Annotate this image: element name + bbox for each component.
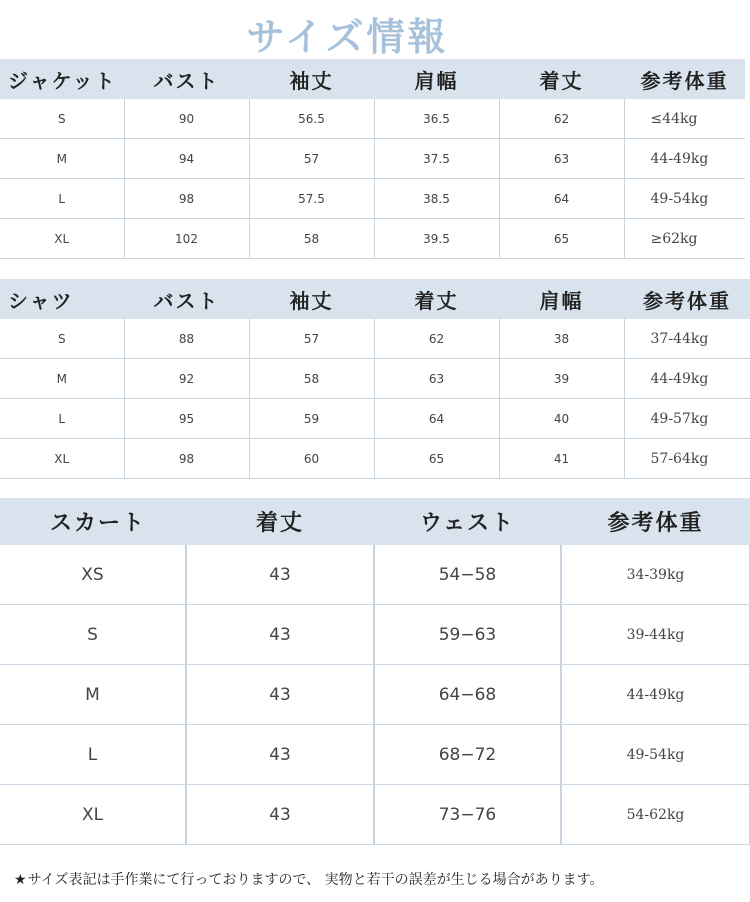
table-cell: 58 [249, 359, 374, 399]
column-header: 着丈 [499, 59, 624, 99]
table-cell: M [0, 665, 186, 725]
table-cell: 44-49kg [624, 359, 750, 399]
table-cell: 63 [374, 359, 499, 399]
skirt-size-table [0, 498, 750, 845]
star-icon: ★ [14, 872, 27, 888]
table-cell: 59−63 [374, 605, 561, 665]
table-cell: 36.5 [374, 99, 499, 139]
column-header: バスト [124, 59, 249, 99]
column-header: 参考体重 [624, 59, 745, 99]
table-cell: M [0, 359, 124, 399]
table-cell: 98 [124, 179, 249, 219]
table-cell: 43 [186, 725, 374, 785]
page-title: サイズ情報 [246, 15, 449, 59]
table-cell: 44-49kg [624, 139, 745, 179]
table-cell: 49-54kg [561, 725, 750, 785]
table-cell: 64−68 [374, 665, 561, 725]
shirt-size-table [0, 279, 750, 479]
table-cell: 43 [186, 545, 374, 605]
table-cell: 63 [499, 139, 624, 179]
table-cell: 95 [124, 399, 249, 439]
table-cell: 57 [249, 319, 374, 359]
table-cell: 41 [499, 439, 624, 479]
table-cell: XS [0, 545, 186, 605]
table-cell: 64 [374, 399, 499, 439]
table-cell: 49-57kg [624, 399, 750, 439]
table-cell: 68−72 [374, 725, 561, 785]
table-row [0, 179, 745, 219]
table-header-row [0, 59, 745, 99]
table-row [0, 139, 745, 179]
jacket-size-table [0, 59, 745, 259]
table-cell: 59 [249, 399, 374, 439]
table-cell: 43 [186, 605, 374, 665]
table-row [0, 359, 750, 399]
table-cell: ≥62kg [624, 219, 745, 259]
column-header: 袖丈 [249, 59, 374, 99]
column-header: 着丈 [186, 498, 374, 545]
column-header: ジャケット [0, 59, 124, 99]
table-cell: 38.5 [374, 179, 499, 219]
table-cell: XL [0, 219, 124, 259]
table-cell: XL [0, 439, 124, 479]
footnote-text: サイズ表記は手作業にて行っておりますので、 実物と若干の誤差が生じる場合があります。 [27, 872, 604, 888]
table-cell: 92 [124, 359, 249, 399]
table-row [0, 665, 750, 725]
table-cell: 88 [124, 319, 249, 359]
column-header: スカート [0, 498, 186, 545]
table-row [0, 219, 745, 259]
table-cell: 62 [499, 99, 624, 139]
table-cell: 37.5 [374, 139, 499, 179]
column-header: 参考体重 [561, 498, 750, 545]
table-cell: L [0, 179, 124, 219]
table-cell: 43 [186, 665, 374, 725]
table-cell: 56.5 [249, 99, 374, 139]
table-cell: 60 [249, 439, 374, 479]
table-cell: 73−76 [374, 785, 561, 845]
column-header: 肩幅 [499, 279, 624, 319]
table-header-row [0, 279, 750, 319]
table-cell: S [0, 605, 186, 665]
footnote [14, 869, 604, 889]
table-row [0, 605, 750, 665]
table-row [0, 439, 750, 479]
table-cell: 65 [374, 439, 499, 479]
column-header: シャツ [0, 279, 124, 319]
table-cell: XL [0, 785, 186, 845]
table-cell: 57-64kg [624, 439, 750, 479]
table-cell: 40 [499, 399, 624, 439]
table-cell: 57.5 [249, 179, 374, 219]
table-cell: 49-54kg [624, 179, 745, 219]
table-row [0, 399, 750, 439]
table-cell: 54−58 [374, 545, 561, 605]
table-cell: 39.5 [374, 219, 499, 259]
column-header: 着丈 [374, 279, 499, 319]
table-cell: 62 [374, 319, 499, 359]
table-row [0, 99, 745, 139]
table-cell: 102 [124, 219, 249, 259]
table-cell: 57 [249, 139, 374, 179]
table-cell: 43 [186, 785, 374, 845]
table-row [0, 545, 750, 605]
table-cell: S [0, 99, 124, 139]
table-cell: 38 [499, 319, 624, 359]
table-cell: 37-44kg [624, 319, 750, 359]
column-header: 参考体重 [624, 279, 750, 319]
table-cell: 39-44kg [561, 605, 750, 665]
table-header-row [0, 498, 750, 545]
table-cell: 94 [124, 139, 249, 179]
table-cell: 34-39kg [561, 545, 750, 605]
table-cell: 90 [124, 99, 249, 139]
table-cell: 65 [499, 219, 624, 259]
table-cell: S [0, 319, 124, 359]
table-cell: 98 [124, 439, 249, 479]
table-row [0, 725, 750, 785]
table-cell: L [0, 725, 186, 785]
table-cell: L [0, 399, 124, 439]
table-cell: ≤44kg [624, 99, 745, 139]
table-cell: 64 [499, 179, 624, 219]
column-header: ウェスト [374, 498, 561, 545]
column-header: 肩幅 [374, 59, 499, 99]
table-cell: 44-49kg [561, 665, 750, 725]
column-header: バスト [124, 279, 249, 319]
table-cell: 58 [249, 219, 374, 259]
table-row [0, 785, 750, 845]
table-row [0, 319, 750, 359]
column-header: 袖丈 [249, 279, 374, 319]
table-cell: M [0, 139, 124, 179]
table-cell: 54-62kg [561, 785, 750, 845]
table-cell: 39 [499, 359, 624, 399]
